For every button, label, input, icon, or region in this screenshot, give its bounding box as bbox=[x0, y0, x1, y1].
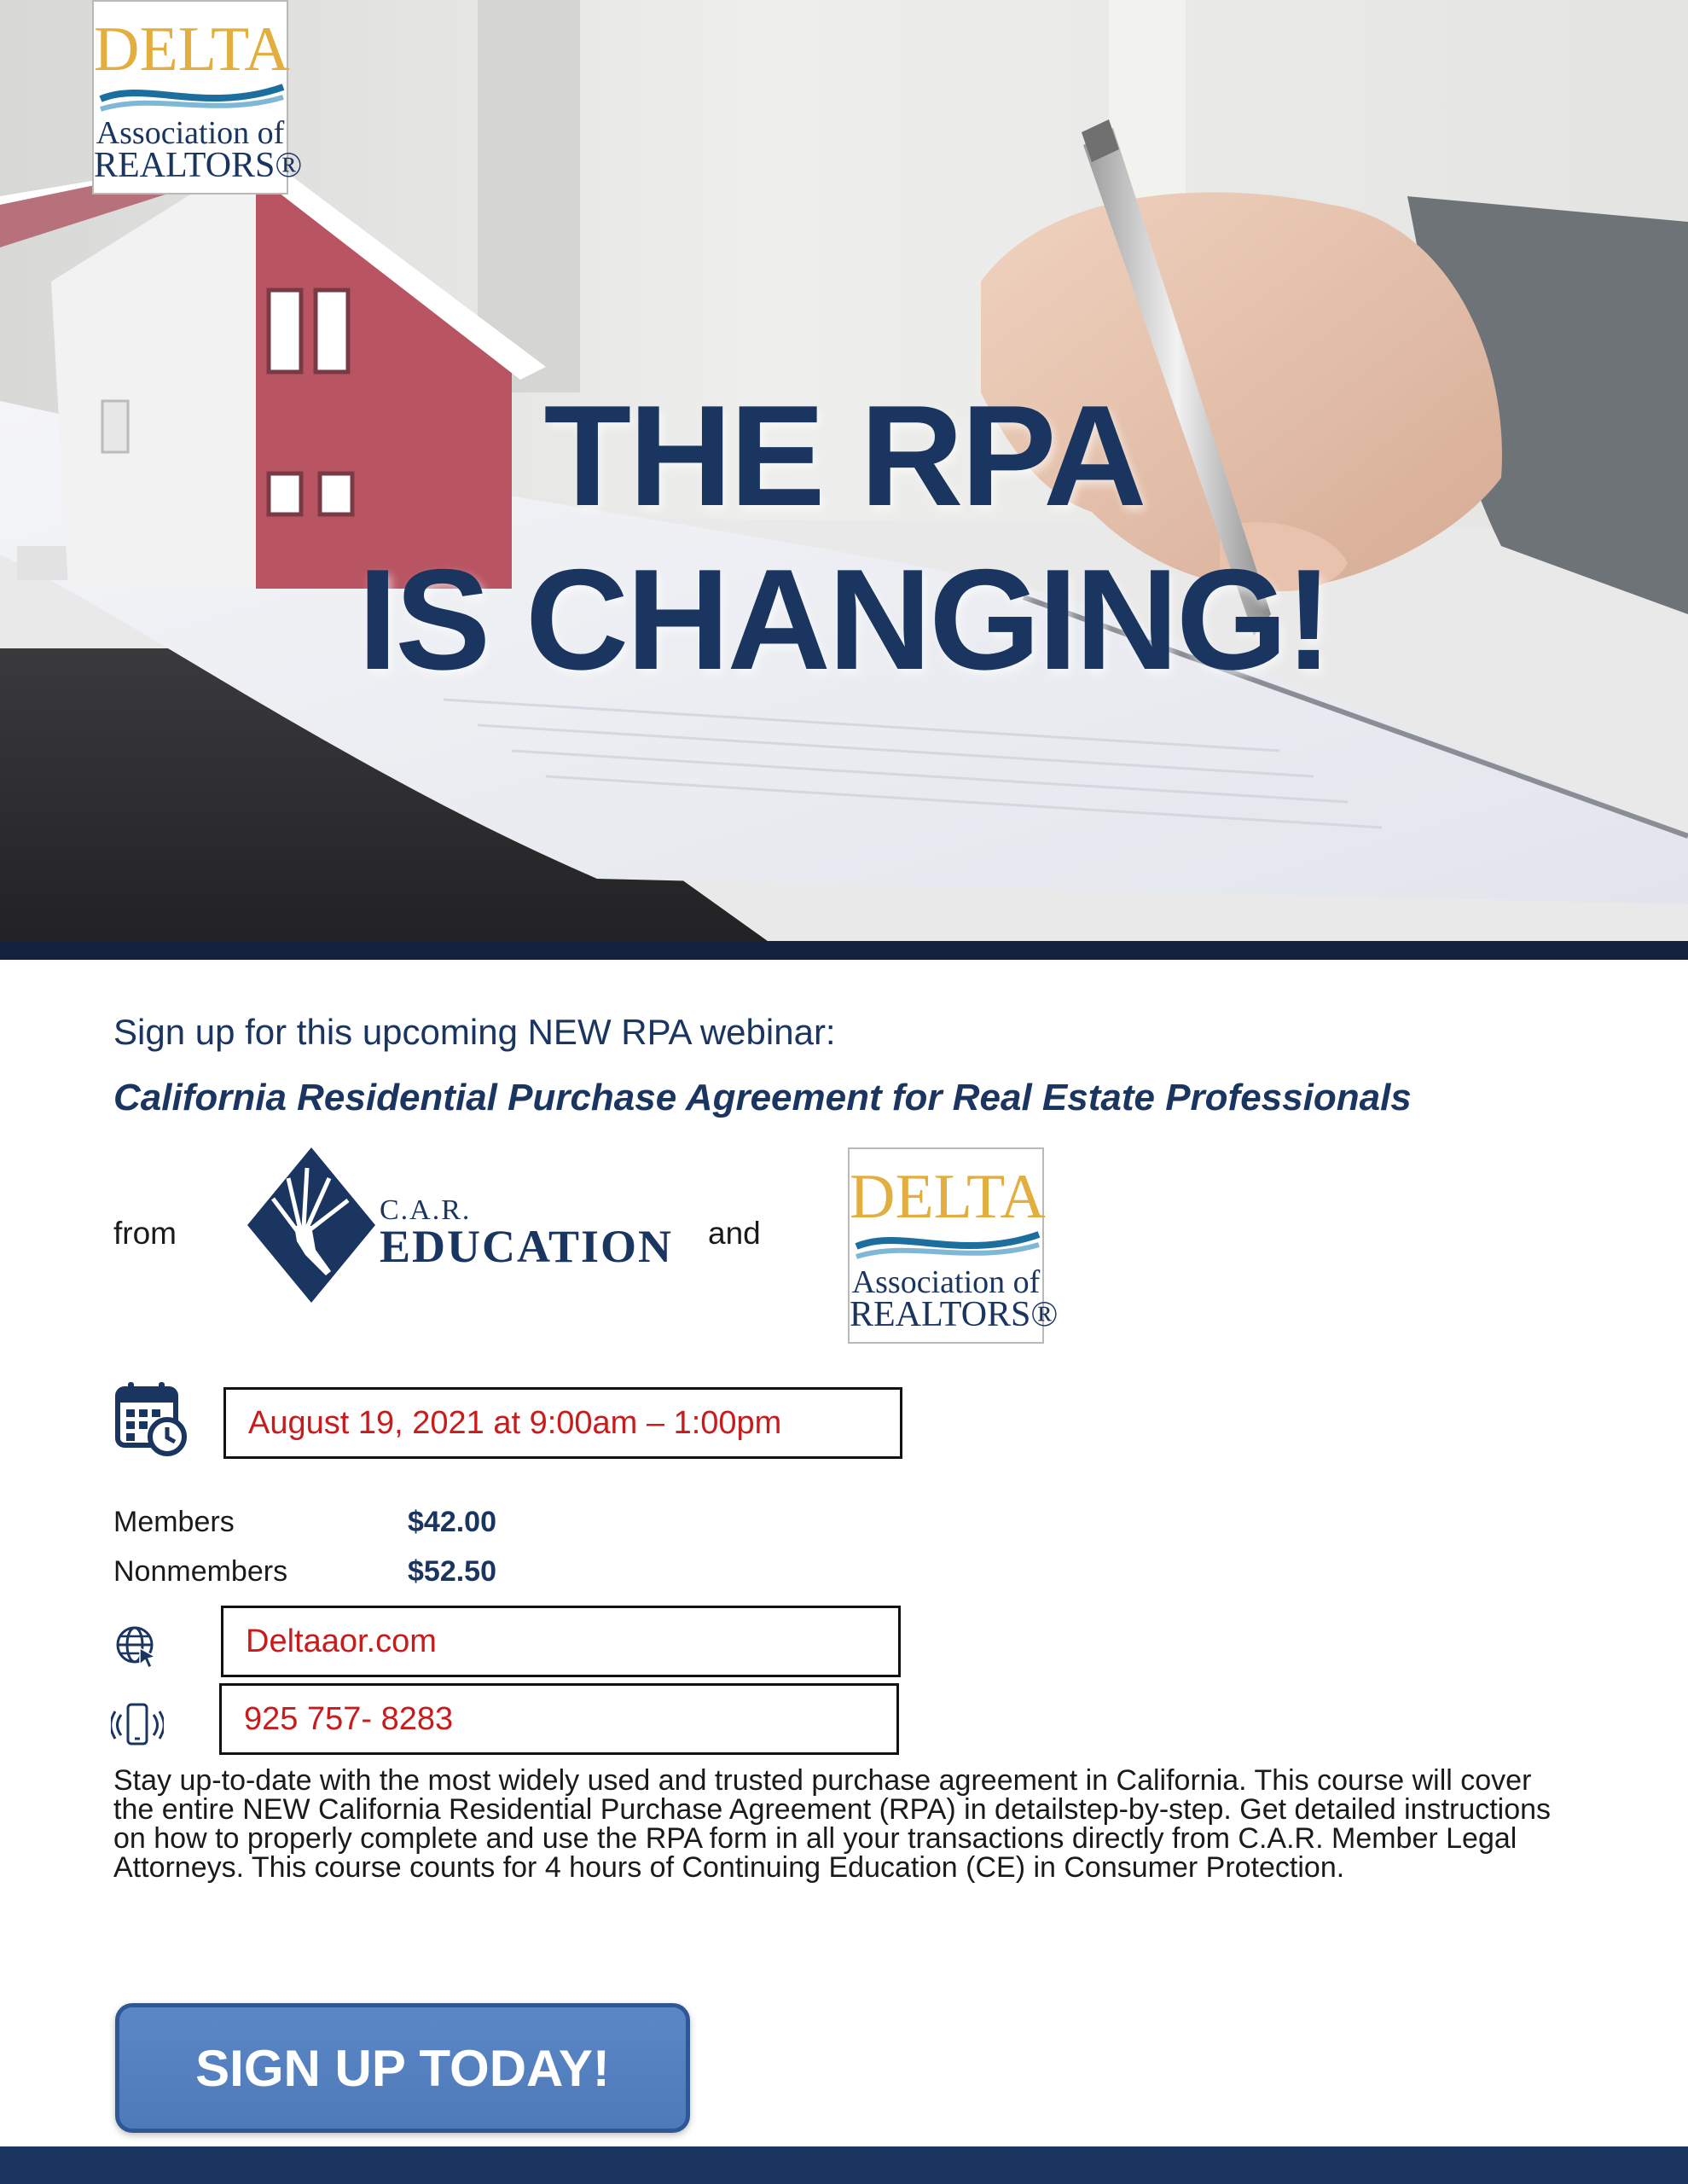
phone-box[interactable] bbox=[219, 1683, 899, 1755]
vibrating-phone-icon bbox=[111, 1701, 164, 1749]
calendar-clock-icon bbox=[114, 1380, 188, 1457]
globe-cursor-icon bbox=[114, 1624, 159, 1669]
delta-logo-association: Association of bbox=[96, 115, 285, 151]
delta-logo-wave bbox=[850, 1228, 1046, 1262]
delta-logo-middle bbox=[848, 1147, 1059, 1344]
car-logo-big-text: EDUCATION bbox=[380, 1221, 674, 1272]
price-label-nonmembers: Nonmembers bbox=[113, 1555, 288, 1588]
and-label: and bbox=[708, 1216, 761, 1251]
signup-intro-text: Sign up for this upcoming NEW RPA webinar: bbox=[113, 1012, 836, 1052]
car-education-logo-mark bbox=[247, 1147, 375, 1303]
course-description: Stay up-to-date with the most widely used and trusted purchase agreement in California. This course will cover the entire NEW California Residential Purchase Agreement (RPA) in detailstep-by-step. Get detailed instructions on how to properly complete and use the RPA form in all your transactions directly from C.A.R. Member Legal Attorneys. This course counts for 4 hours of Continuing Education (CE) in Consumer Protection. bbox=[113, 1764, 1552, 1884]
event-date-time: August 19, 2021 at 9:00am – 1:00pm bbox=[248, 1404, 782, 1441]
sign-up-today-label: SIGN UP TODAY! bbox=[195, 2039, 610, 2097]
delta-logo-realtors: REALTORS® bbox=[94, 146, 303, 185]
website-box[interactable] bbox=[221, 1606, 901, 1677]
event-date-time-box bbox=[223, 1387, 902, 1459]
price-label-members: Members bbox=[113, 1506, 235, 1538]
hero-title-line1: THE RPA bbox=[543, 375, 1145, 536]
course-title: California Residential Purchase Agreement for Real Estate Professionals bbox=[113, 1077, 1412, 1118]
from-label: from bbox=[113, 1216, 177, 1251]
delta-logo-top bbox=[92, 0, 303, 195]
hero-title-line2: IS CHANGING! bbox=[357, 539, 1331, 700]
delta-logo-word: DELTA bbox=[94, 15, 290, 84]
price-value-members: $42.00 bbox=[408, 1506, 496, 1538]
price-value-nonmembers: $52.50 bbox=[408, 1555, 496, 1588]
footer-bar bbox=[0, 2146, 1688, 2184]
hero-divider-bar bbox=[0, 941, 1688, 960]
delta-logo-association: Association of bbox=[851, 1264, 1041, 1300]
website-link[interactable]: Deltaaor.com bbox=[246, 1623, 437, 1659]
delta-logo-word: DELTA bbox=[850, 1162, 1046, 1232]
sign-up-today-button[interactable] bbox=[115, 2003, 690, 2133]
car-logo-small-text: C.A.R. bbox=[380, 1194, 472, 1226]
delta-logo-realtors: REALTORS® bbox=[850, 1295, 1059, 1334]
phone-number[interactable]: 925 757- 8283 bbox=[244, 1700, 454, 1737]
delta-logo-wave bbox=[94, 80, 290, 114]
hero-image bbox=[0, 0, 1688, 941]
